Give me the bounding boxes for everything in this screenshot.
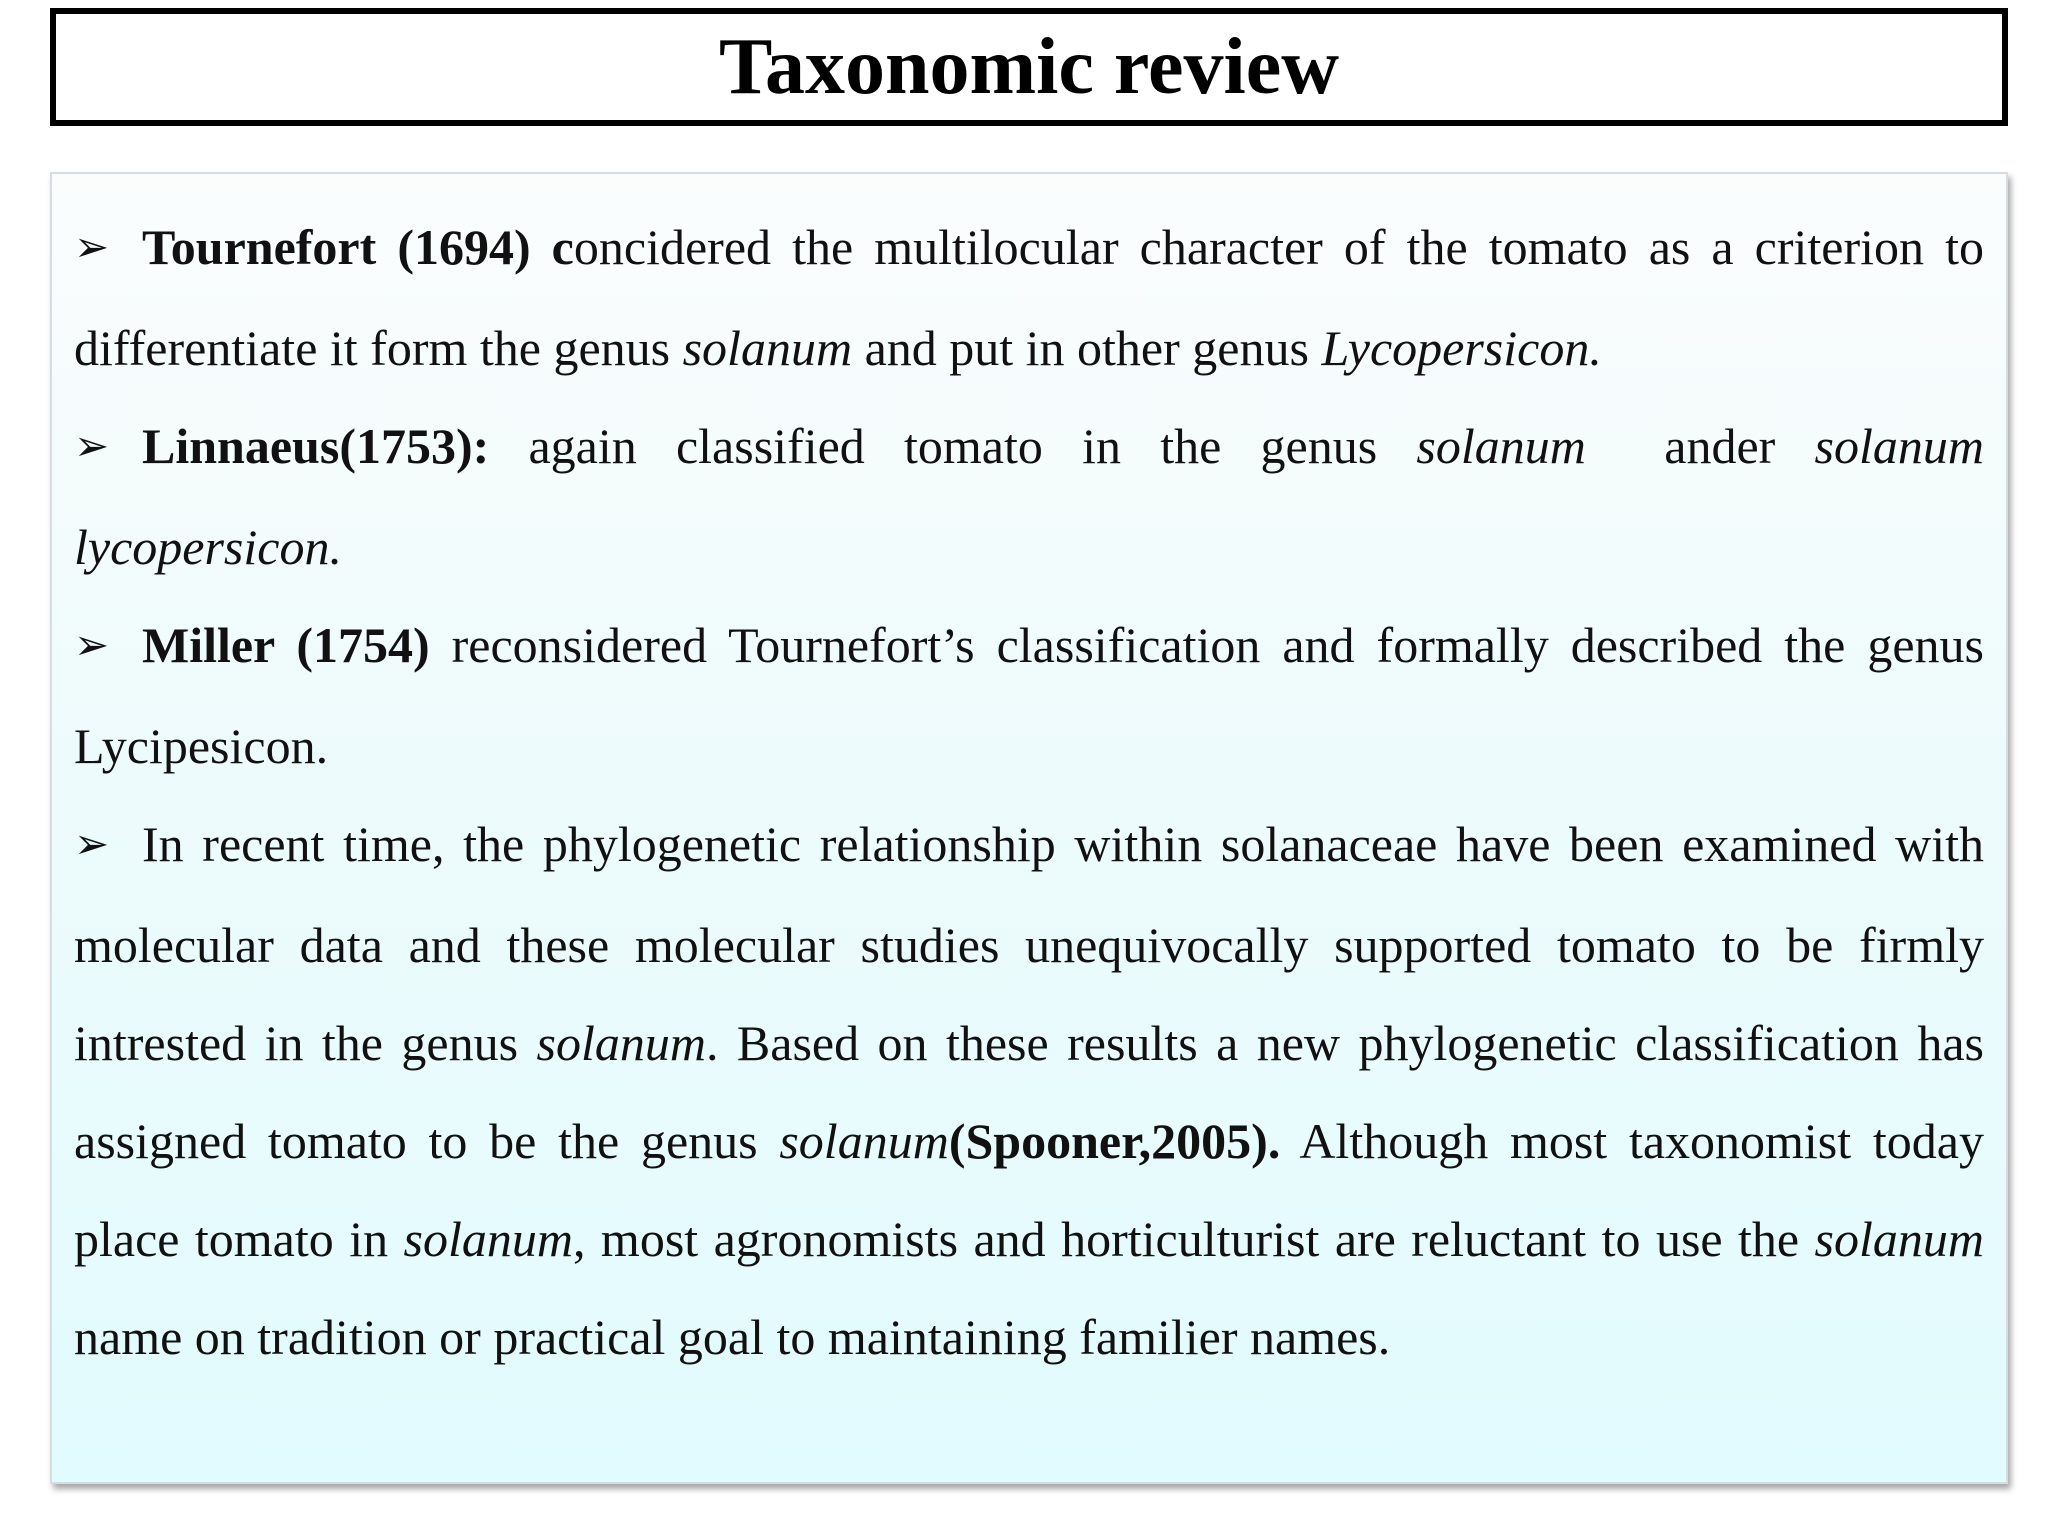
bullet-point-recent xyxy=(74,795,1984,1386)
point-text: ander xyxy=(1585,418,1815,474)
point-author: Miller (1754) xyxy=(142,617,430,673)
point-text: In recent time, the phylogenetic relationship within solanaceae have been examined with molecular data and these molecular studies unequivocally supported tomato to be firmly intrested in the genus xyxy=(74,816,1984,1071)
bullet-point-miller xyxy=(74,596,1984,795)
point-author: Tournefort (1694) c xyxy=(142,219,574,275)
arrow-bullet-icon: ➢ xyxy=(74,620,110,669)
arrow-bullet-icon: ➢ xyxy=(74,421,110,470)
point-text: Although most taxonomist today place tomato in xyxy=(74,1113,1984,1267)
point-text: and put in other genus xyxy=(852,320,1322,376)
title-box xyxy=(50,8,2008,126)
point-text: oncidered the multilocular character of the tomato as a criterion to differentiate it form the genus xyxy=(74,219,1984,376)
point-text: . Based on these results a new phylogenetic classification has assigned tomato to be the genus xyxy=(74,1015,1984,1169)
point-text: again classified tomato in the genus xyxy=(489,418,1417,474)
point-text: , most agronomists and horticulturist are reluctant to use the xyxy=(573,1211,1815,1267)
arrow-bullet-icon: ➢ xyxy=(74,222,110,271)
arrow-bullet-icon: ➢ xyxy=(74,819,110,868)
point-text: reconsidered Tournefort’s classification and formally described the genus Lycipesicon. xyxy=(74,617,1985,774)
point-genus: solanum xyxy=(403,1211,573,1267)
point-genus: solanum xyxy=(682,320,853,376)
point-genus: solanum xyxy=(1416,418,1586,474)
point-genus: Lycopersicon. xyxy=(1321,320,1602,376)
page-title: Taxonomic review xyxy=(719,23,1339,111)
bullet-point-linnaeus xyxy=(74,397,1984,596)
point-citation: (Spooner,2005). xyxy=(948,1113,1281,1169)
content-box xyxy=(50,172,2008,1484)
point-genus: solanum xyxy=(779,1113,949,1169)
point-author: Linnaeus(1753): xyxy=(142,418,490,474)
bullet-point-tournefort xyxy=(74,198,1984,397)
point-genus: solanum xyxy=(536,1015,706,1071)
point-text: name on tradition or practical goal to maintaining familier names. xyxy=(74,1309,1391,1365)
point-species: solanum lycopersicon. xyxy=(74,418,1984,575)
point-genus: solanum xyxy=(1814,1211,1985,1267)
